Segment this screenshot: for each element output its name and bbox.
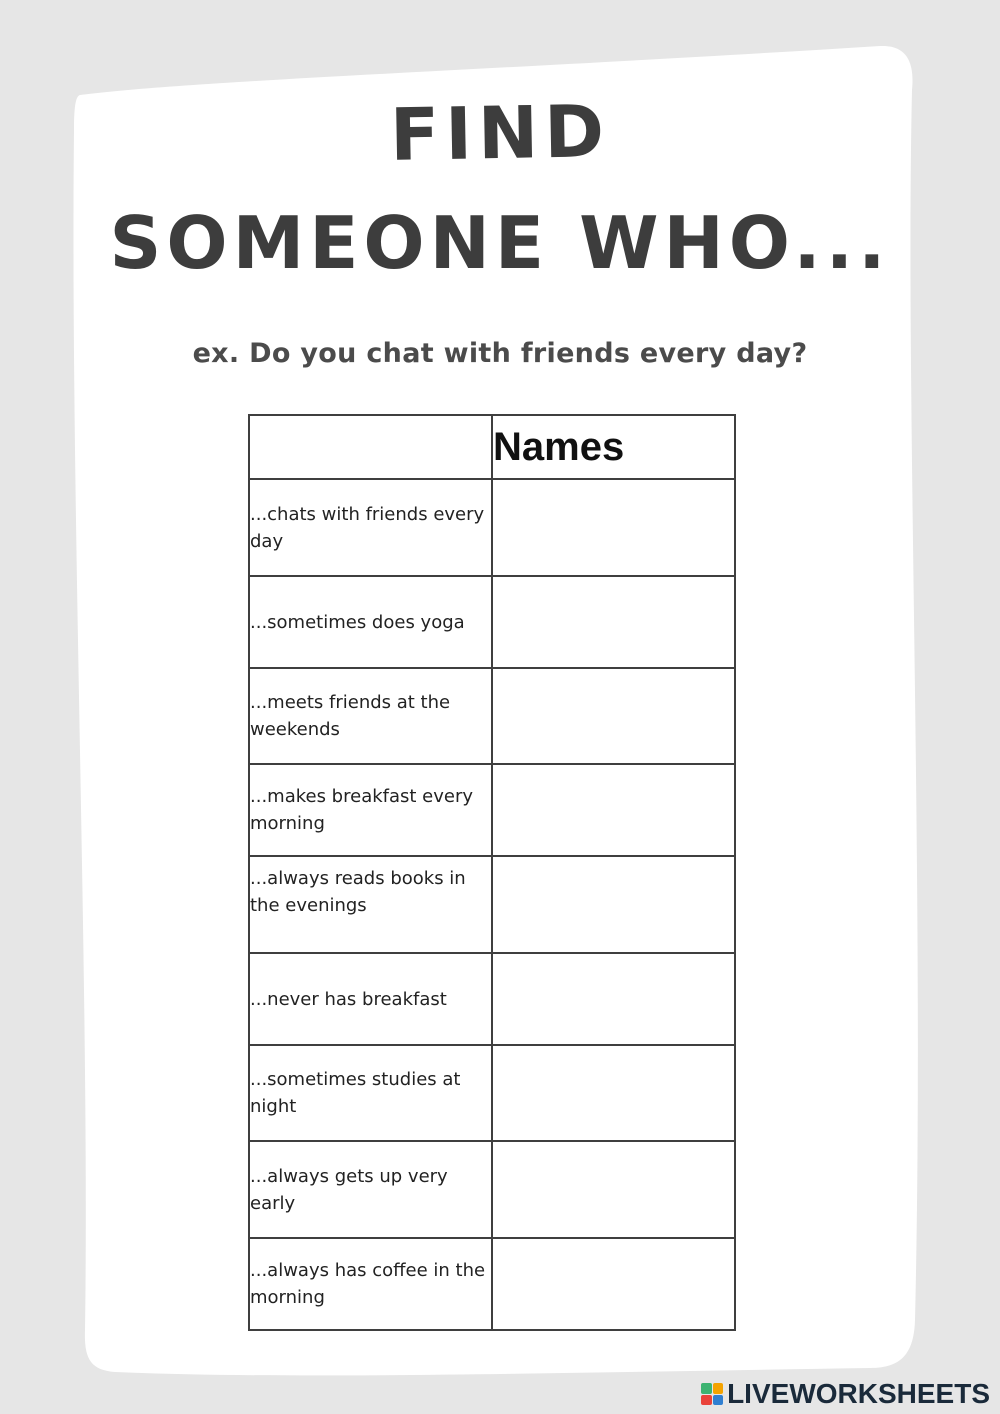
table-row xyxy=(249,1238,735,1330)
name-cell[interactable] xyxy=(492,953,735,1045)
name-cell[interactable] xyxy=(492,668,735,764)
logo-square xyxy=(713,1395,724,1406)
table-row xyxy=(249,668,735,764)
name-cell[interactable] xyxy=(492,576,735,668)
find-someone-who-table xyxy=(248,414,736,1331)
names-column-header: Names xyxy=(492,415,735,479)
prompt-cell: ...sometimes does yoga xyxy=(249,576,492,668)
logo-square xyxy=(713,1383,724,1394)
prompt-cell: ...chats with friends every day xyxy=(249,479,492,576)
logo-square xyxy=(701,1395,712,1406)
prompt-cell: ...sometimes studies at night xyxy=(249,1045,492,1141)
table-row xyxy=(249,953,735,1045)
table-row xyxy=(249,1141,735,1238)
prompt-cell: ...meets friends at the weekends xyxy=(249,668,492,764)
table-row xyxy=(249,1045,735,1141)
prompt-cell: ...always has coffee in the morning xyxy=(249,1238,492,1330)
prompt-cell: ...never has breakfast xyxy=(249,953,492,1045)
header-blank-cell xyxy=(249,415,492,479)
name-cell[interactable] xyxy=(492,1141,735,1238)
prompt-cell: ...makes breakfast every morning xyxy=(249,764,492,856)
name-cell[interactable] xyxy=(492,479,735,576)
liveworksheets-watermark xyxy=(701,1378,990,1410)
title-someone-who: SOMEONE WHO... xyxy=(109,201,891,285)
name-cell[interactable] xyxy=(492,1045,735,1141)
prompt-cell: ...always reads books in the evenings xyxy=(249,856,492,953)
table-row xyxy=(249,764,735,856)
name-cell[interactable] xyxy=(492,764,735,856)
example-question: ex. Do you chat with friends every day? xyxy=(192,338,808,369)
name-cell[interactable] xyxy=(492,856,735,953)
watermark-text: LIVEWORKSHEETS xyxy=(727,1378,990,1409)
table-row xyxy=(249,576,735,668)
table-header-row xyxy=(249,415,735,479)
table-row xyxy=(249,856,735,953)
prompt-cell: ...always gets up very early xyxy=(249,1141,492,1238)
liveworksheets-logo-icon xyxy=(701,1383,723,1405)
title-find: FIND xyxy=(389,89,611,177)
logo-square xyxy=(701,1383,712,1394)
name-cell[interactable] xyxy=(492,1238,735,1330)
table-row xyxy=(249,479,735,576)
